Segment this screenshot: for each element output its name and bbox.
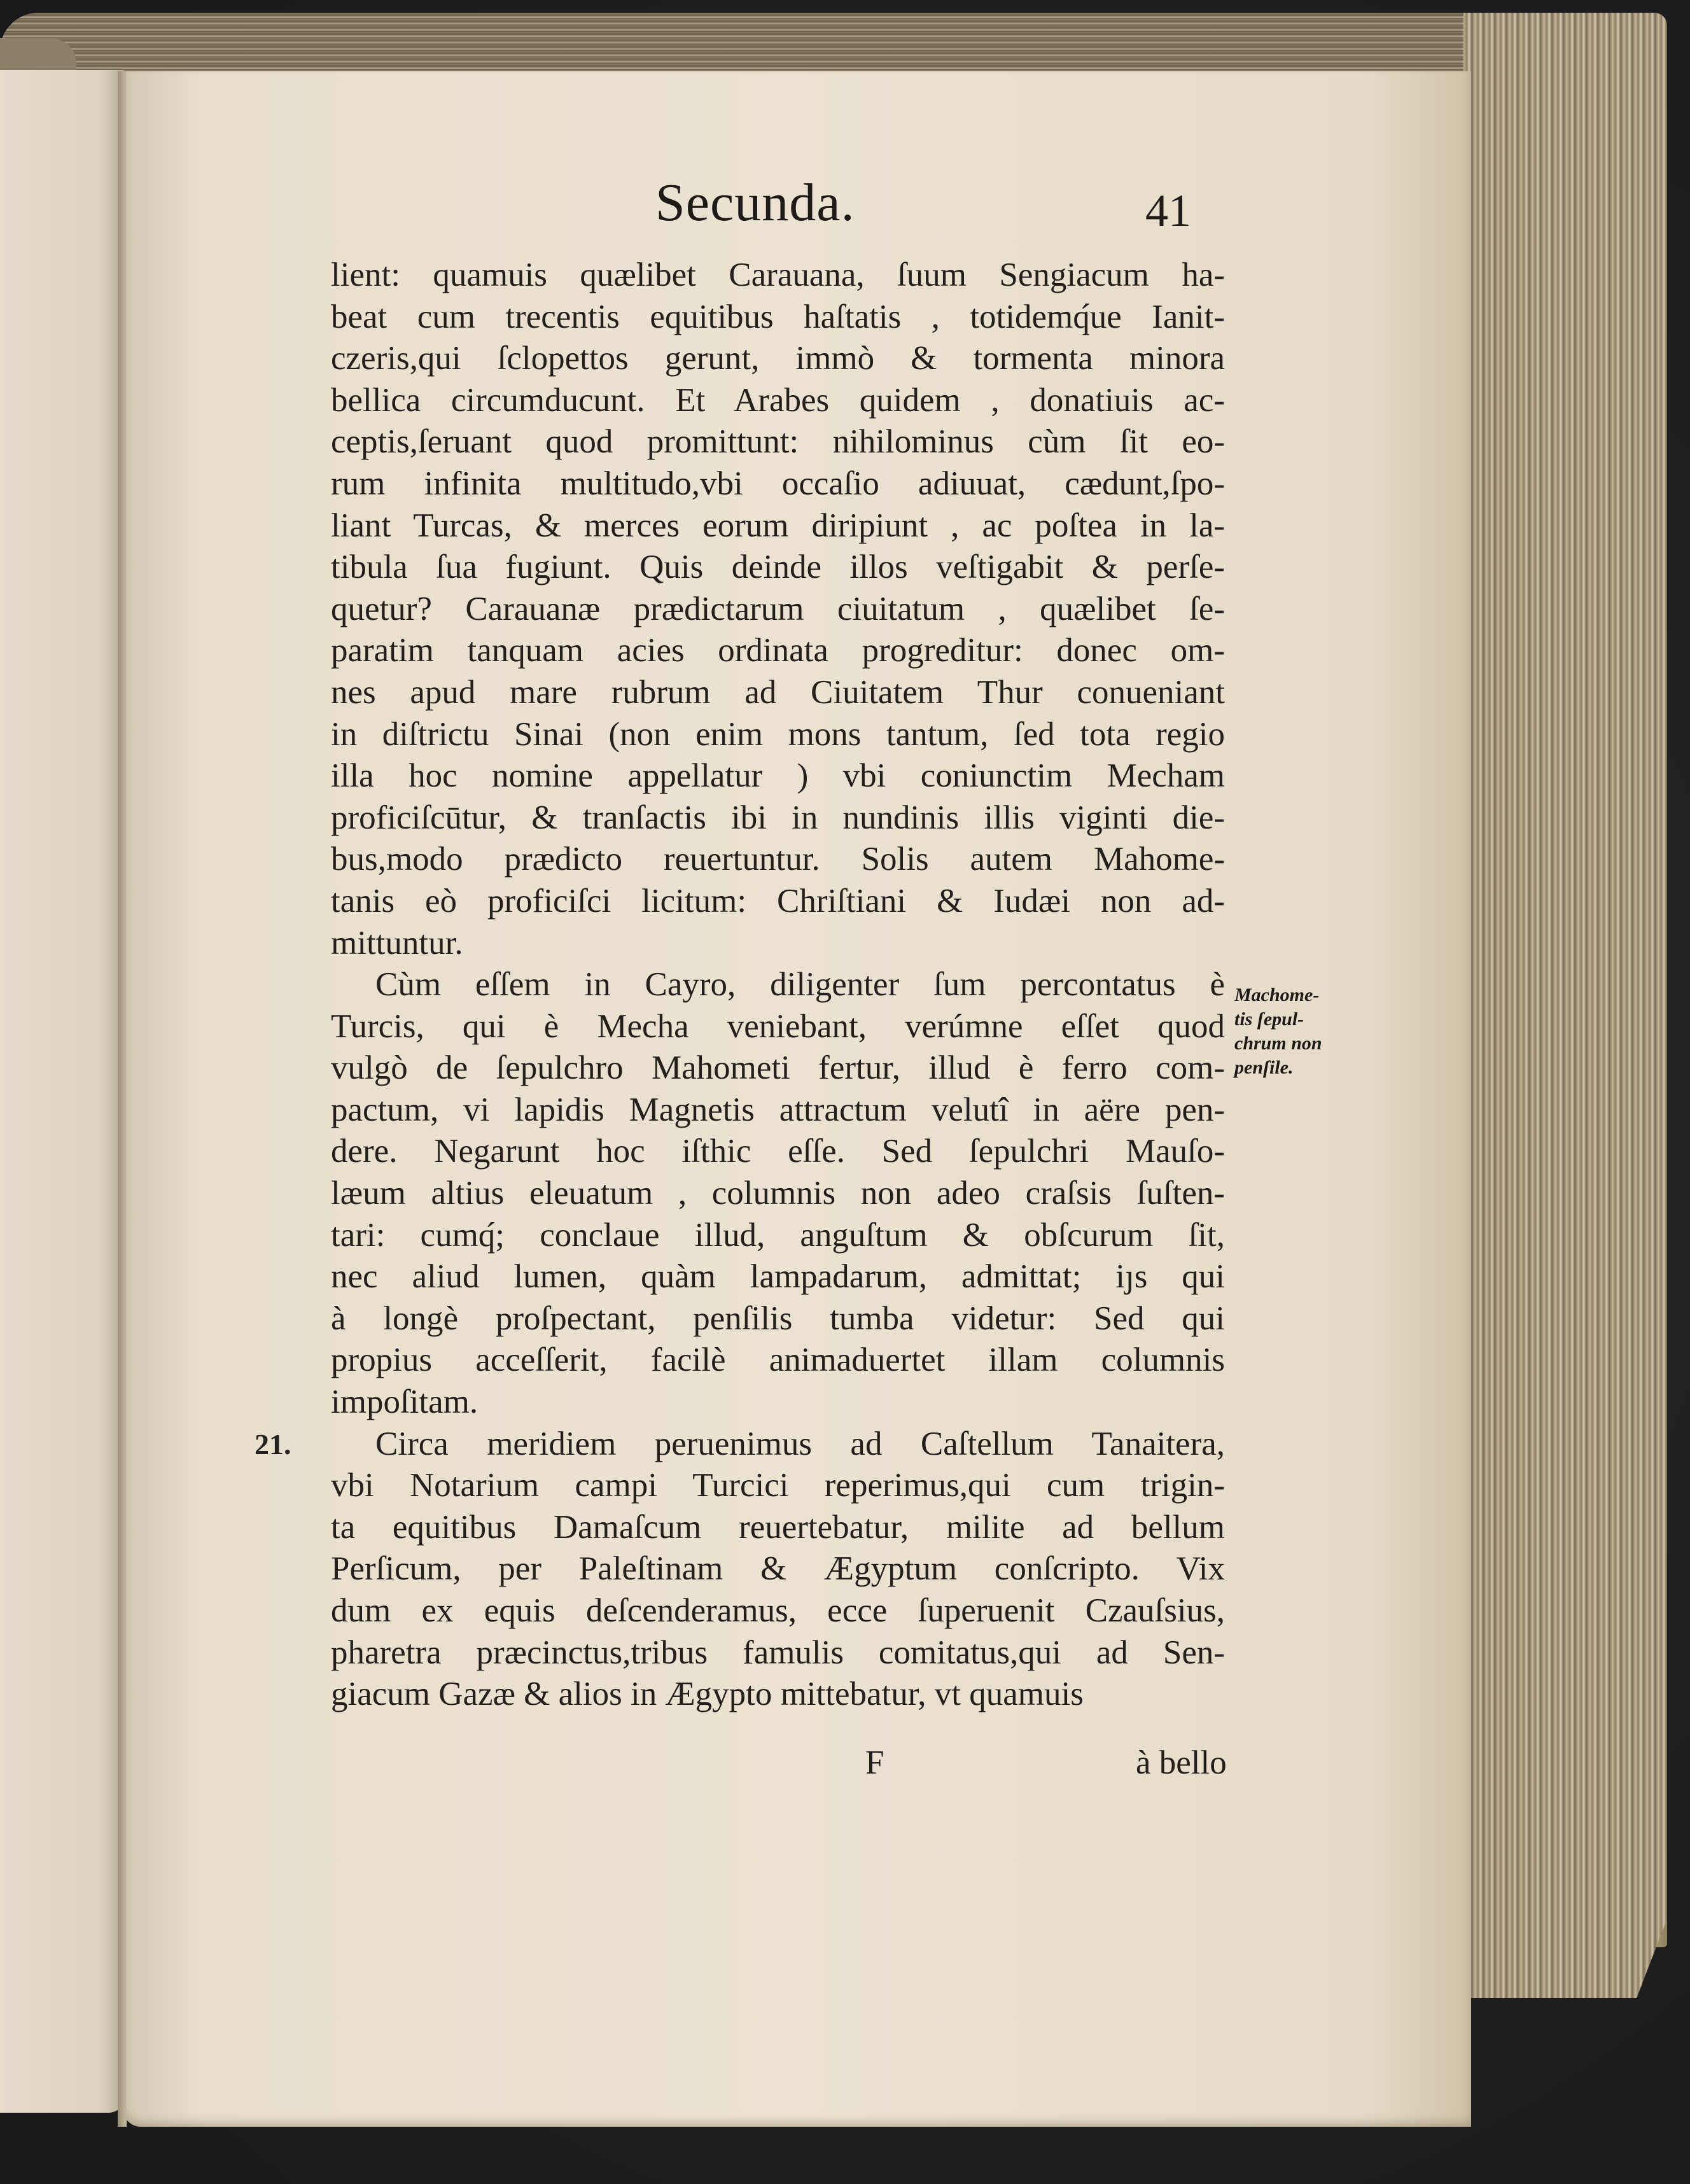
text-line: à longè proſpectant, penſilis tumba videtur: Sed qui — [331, 1299, 1225, 1337]
marginal-note-line: chrum non — [1234, 1033, 1322, 1054]
text-line: bus,modo prædicto reuertuntur. Solis autem Mahome- — [331, 841, 1225, 878]
section-number: 21. — [255, 1427, 291, 1460]
text-line: vulgò de ſepulchro Mahometi fertur, illud è ferro com- — [331, 1049, 1225, 1087]
text-line: nec aliud lumen, quàm lampadarum, admittat; iȷs qui — [331, 1258, 1225, 1296]
text-line: lient: quamuis quælibet Carauana, ſuum Sengiacum ha- — [331, 256, 1225, 293]
text-line: tibula ſua fugiunt. Quis deinde illos veſtigabit & perſe- — [331, 549, 1225, 586]
text-line: paratim tanquam acies ordinata progreditur: donec om- — [331, 632, 1225, 669]
text-line: dere. Negarunt hoc iſthic eſſe. Sed ſepulchri Mauſo- — [331, 1133, 1225, 1170]
running-head: Secunda. — [655, 173, 855, 232]
text-line: illa hoc nomine appellatur ) vbi coniunctim Mecham — [331, 757, 1225, 795]
marginal-note — [1234, 983, 1349, 1080]
signature-mark: F — [865, 1744, 884, 1781]
marginal-note-line: penſile. — [1234, 1057, 1294, 1078]
text-line: czeris,qui ſclopettos gerunt, immò & tormenta minora — [331, 340, 1225, 377]
text-line: tanis eò proficiſci licitum: Chriſtiani & Iudæi non ad- — [331, 882, 1225, 920]
catchword: à bello — [1136, 1744, 1227, 1781]
text-line: in diſtrictu Sinai (non enim mons tantum, ſed tota regio — [331, 715, 1225, 753]
text-line: beat cum trecentis equitibus haſtatis , totidemq́ue Ianit- — [331, 298, 1225, 335]
text-line: proficiſcūtur, & tranſactis ibi in nundinis illis viginti die- — [331, 799, 1225, 836]
text-line: vbi Notarium campi Turcici reperimus,qui cum trigin- — [331, 1467, 1225, 1504]
page-number: 41 — [1145, 185, 1191, 236]
text-line: rum infinita multitudo,vbi occaſio adiuuat, cædunt,ſpo- — [331, 465, 1225, 502]
text-lines — [255, 255, 1225, 1716]
text-line: dum ex equis deſcenderamus, ecce ſuperuenit Czauſsius, — [331, 1592, 1225, 1629]
text-line: nes apud mare rubrum ad Ciuitatem Thur conueniant — [331, 673, 1225, 711]
text-line: tari: cumq́; conclaue illud, anguſtum & obſcurum ſit, — [331, 1216, 1225, 1254]
marginal-note-line: tis ſepul- — [1234, 1009, 1304, 1030]
book-fore-edge — [1463, 13, 1667, 1998]
text-line: giacum Gazæ & alios in Ægypto mittebatur, vt quamuis — [331, 1676, 1084, 1713]
text-line: læum altius eleuatum , columnis non adeo craſsis ſuſten- — [331, 1175, 1225, 1212]
text-line: Perſicum, per Paleſtinam & Ægyptum conſcripto. Vix — [331, 1550, 1225, 1588]
text-line: pactum, vi lapidis Magnetis attractum velutî in aëre pen- — [331, 1091, 1225, 1128]
text-line: pharetra præcinctus,tribus famulis comitatus,qui ad Sen- — [331, 1634, 1225, 1671]
book-top-edge — [0, 13, 1629, 73]
text-line: bellica circumducunt. Et Arabes quidem , donatiuis ac- — [331, 381, 1225, 419]
verso-page-edge — [0, 70, 124, 2113]
text-line: liant Turcas, & merces eorum diripiunt , ac poſtea in la- — [331, 507, 1225, 544]
marginal-note-line: Machome- — [1234, 984, 1320, 1005]
text-line: Cùm eſſem in Cayro, diligenter ſum percontatus è — [375, 966, 1225, 1004]
text-line: Circa meridiem peruenimus ad Caſtellum Tanaitera, 21. — [331, 1424, 1225, 1466]
gutter — [118, 71, 127, 2127]
text-line: propius acceſſerit, facilè animaduertet illam columnis — [331, 1341, 1225, 1379]
text-line: ceptis,ſeruant quod promittunt: nihilominus cùm ſit eo- — [331, 423, 1225, 461]
text-line: Turcis, qui è Mecha veniebant, verúmne eſſet quod — [331, 1007, 1225, 1045]
text-line: ta equitibus Damaſcum reuertebatur, milite ad bellum — [331, 1508, 1225, 1546]
text-line: quetur? Carauanæ prædictarum ciuitatum , quælibet ſe- — [331, 590, 1225, 627]
text-line: mittuntur. — [331, 924, 463, 962]
text-line: impoſitam. — [331, 1383, 478, 1421]
